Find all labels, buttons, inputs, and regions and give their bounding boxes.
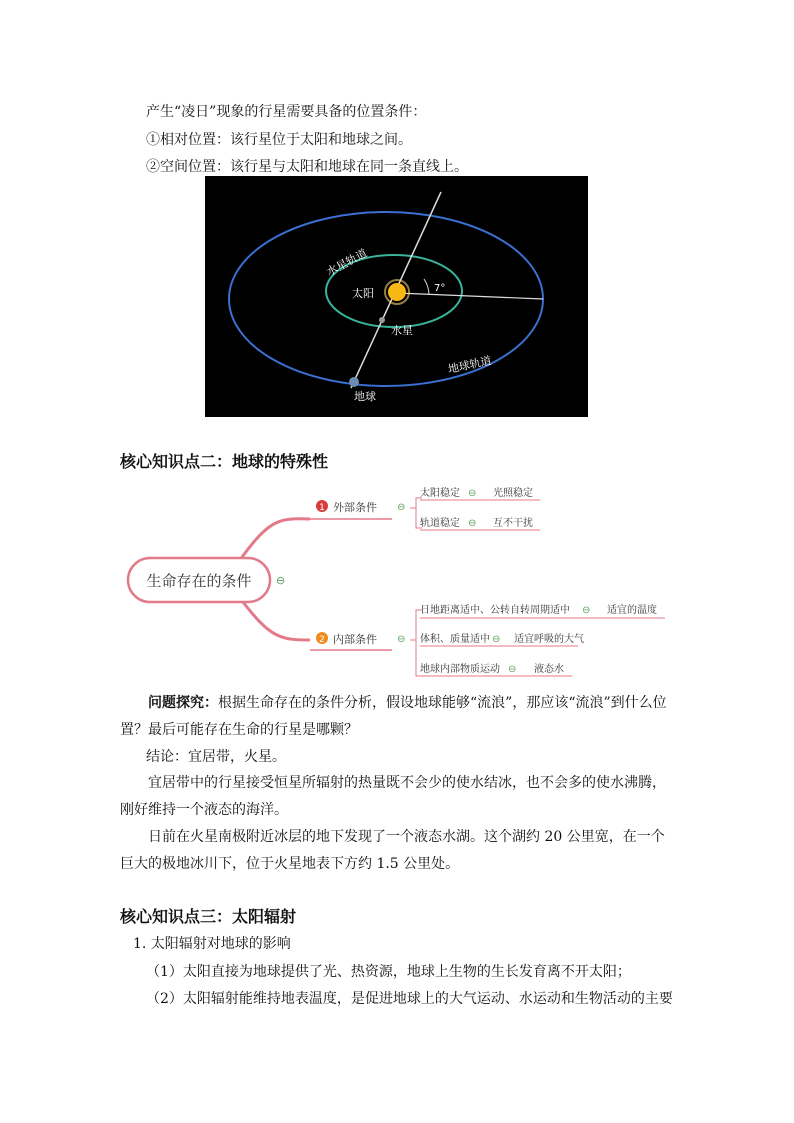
branch-1-collapse-icon[interactable]: ⊖: [397, 502, 406, 513]
section-3-sub-2: （2）太阳辐射能维持地表温度，是促进地球上的大气运动、水运动和生物活动的主要: [146, 991, 673, 1007]
transit-orbit-figure: [205, 176, 588, 417]
inquiry-paragraph: [120, 690, 676, 744]
inquiry-text: 根据生命存在的条件分析，假设地球能够“流浪”，那应该“流浪”到什么位置？最后可能存在生命的行星是哪颗？: [120, 695, 667, 738]
branch-1-label: 外部条件: [333, 501, 377, 514]
root-collapse-icon[interactable]: ⊖: [276, 574, 286, 587]
earth-planet-icon: [349, 377, 359, 387]
b2-item2-collapse-icon[interactable]: ⊖: [492, 634, 501, 645]
branch-2-connector: [240, 598, 310, 640]
conclusion-line: 结论：宜居带，火星。: [146, 749, 286, 765]
branch-2-label: 内部条件: [333, 633, 377, 646]
root-node-label: 生命存在的条件: [146, 572, 252, 590]
mars-lake-paragraph: 日前在火星南极附近冰层的地下发现了一个液态水湖。这个湖约 20 公里宽，在一个巨大的极地冰川下，位于火星地表下方约 1.5 公里处。: [120, 829, 665, 872]
b1-item2-collapse-icon[interactable]: ⊖: [468, 518, 477, 529]
b2-item1-result: 适宜的温度: [607, 605, 657, 616]
b1-item1-collapse-icon[interactable]: ⊖: [468, 488, 477, 499]
branch-1-number: 1: [319, 503, 325, 513]
branch-2-collapse-icon[interactable]: ⊖: [397, 634, 406, 645]
section-3-heading: 核心知识点三：太阳辐射: [120, 907, 297, 926]
angle-label: 7°: [434, 283, 446, 294]
branch-1-connector: [240, 519, 310, 560]
mercury-orbit-label: 水星轨道: [324, 246, 370, 279]
b1-item2-result: 互不干扰: [493, 518, 533, 529]
b2-item3-condition: 地球内部物质运动: [420, 664, 500, 675]
b1-item1-result: 光照稳定: [493, 488, 533, 499]
intro-line-1: 产生“凌日”现象的行星需要具备的位置条件：: [146, 104, 427, 120]
b2-item1-condition: 日地距离适中、公转自转周期适中: [420, 605, 570, 616]
b2-item2-condition: 体积、质量适中: [420, 634, 490, 645]
section-3-item-1: 1. 太阳辐射对地球的影响: [133, 936, 291, 952]
inquiry-label: 问题探究：: [148, 695, 218, 711]
b2-item3-result: 液态水: [534, 664, 564, 675]
sun-label: 太阳: [352, 287, 374, 300]
b2-item2-result: 适宜呼吸的大气: [514, 634, 584, 645]
earth-label: 地球: [354, 390, 376, 403]
reference-line: [397, 293, 543, 299]
mercury-planet-icon: [379, 317, 385, 323]
section-2-heading: 核心知识点二：地球的特殊性: [120, 452, 329, 471]
branch-2-number: 2: [319, 635, 325, 645]
b2-item3-collapse-icon[interactable]: ⊖: [508, 664, 517, 675]
earth-orbit-ellipse: [229, 212, 543, 386]
orbit-diagram-svg: [205, 176, 588, 417]
b1-item2-condition: 轨道稳定: [420, 518, 460, 529]
habitable-zone-paragraph: 宜居带中的行星接受恒星所辐射的热量既不会少的使水结冰，也不会多的使水沸腾，刚好维持一个液态的海洋。: [120, 775, 666, 818]
intro-line-3: ②空间位置：该行星与太阳和地球在同一条直线上。: [146, 159, 468, 175]
earth-orbit-label: 地球轨道: [446, 354, 493, 376]
section-3-sub-1: （1）太阳直接为地球提供了光、热资源，地球上生物的生长发育离不开太阳；: [146, 964, 631, 980]
mindmap-svg: [120, 478, 680, 683]
b2-item1-collapse-icon[interactable]: ⊖: [582, 605, 591, 616]
mercury-label: 水星: [391, 324, 413, 337]
sun-icon: [388, 283, 406, 301]
intro-line-2: ①相对位置：该行星位于太阳和地球之间。: [146, 132, 412, 148]
life-conditions-mindmap: [120, 478, 680, 683]
b1-item1-condition: 太阳稳定: [420, 488, 460, 499]
angle-arc: [424, 279, 429, 294]
